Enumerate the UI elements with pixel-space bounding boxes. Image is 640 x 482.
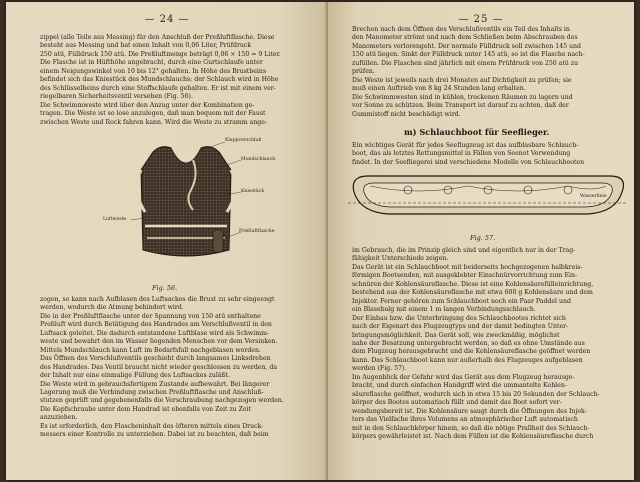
text-line: des Handrades. Das Ventil braucht nicht wieder geschlossen zu werden, da xyxy=(40,363,278,371)
text-line: Das Gerät ist ein Schlauchboot mit beiderseits hochgezogenen halbkreis- xyxy=(352,263,583,271)
text-line: riegelbaren Sicherheitsventil versehen (Fig. 56). xyxy=(40,93,193,101)
text-line: Manometers verlorengeht. Der normale Fülldruck soll zwischen 145 und xyxy=(352,42,581,50)
text-line: fähigkeit Unterschiede zeigen. xyxy=(352,255,449,263)
left-page xyxy=(6,2,328,480)
right-text-top xyxy=(352,26,624,119)
text-line: werden (Fig. 57). xyxy=(352,365,407,373)
left-text-top xyxy=(40,34,312,127)
text-line: zogen, so kann nach Aufblasen des Luftsackes die Brust zu sehr eingeengt xyxy=(40,296,275,303)
label-luftweste: Luftweste xyxy=(103,217,127,222)
text-line: 250 atü, Fülldruck 150 atü. Die Preßluftmenge beträgt 0,06 × 150 = 9 Liter. xyxy=(40,50,281,58)
label-klappverschluss: Klappverschluß xyxy=(225,138,262,143)
right-text-mid xyxy=(352,142,624,167)
figure-56-caption: Fig. 56. xyxy=(152,284,178,292)
text-line: wendungsbereit ist. Die Kohlensäure saugt durch die Öffnungen des Injek- xyxy=(352,407,587,415)
label-kniestueck: Kniestück xyxy=(241,189,265,194)
text-line: Die in der Preßluftflasche unter der Spannung von 150 atü enthaltene xyxy=(40,312,261,320)
text-line: den Manometer strömt und nach dem Schließen beim Abschrauben des xyxy=(352,34,578,42)
figure-56 xyxy=(101,130,276,280)
life-vest-illustration xyxy=(101,130,271,280)
text-line: kann. Das Schlauchboot kann nur außerhalb des Flugzeuges aufgeblasen xyxy=(352,356,583,364)
text-line: zwischen Weste und Rock fahren kann. Wird die Weste zu stramm ange- xyxy=(40,118,268,126)
text-line: Die Weste ist jeweils nach drei Monaten auf Dichtigkeit zu prüfen; sie xyxy=(352,76,572,84)
text-line: tors das Vielfache ihres Volumens an atmosphärischer Luft automatisch xyxy=(352,416,578,424)
figure-57 xyxy=(348,170,628,230)
label-wasserlinie: Wasserlinie xyxy=(580,194,607,199)
text-line: Luftsack geleitet. Die dadurch entstandene Luftblase wird als Schwimm- xyxy=(40,329,270,337)
text-line: 150 atü liegen. Sinkt der Fülldruck unter 145 atü, so ist die Flasche nach- xyxy=(352,51,585,59)
text-line: tragen. Die Weste ist so lose anzulegen, daß man bequem mit der Faust xyxy=(40,110,266,118)
text-line: boot, das als letztes Rettungsmittel in Fällen von Seenot Verwendung xyxy=(352,150,571,158)
label-pressluftflasche: Preßluftflasche xyxy=(239,229,275,234)
text-line: Injektor. Ferner gehören zum Schlauchboot noch ein Paar Paddel und xyxy=(352,297,571,305)
text-line: Lagerung muß die Verbindung zwischen Preßluftflasche und Anschluß- xyxy=(40,388,264,396)
text-line: ein Blasebalg mit einem 1 m langen Verbindungsschlauch. xyxy=(352,306,536,314)
book-spread xyxy=(6,2,634,480)
text-line: förmigen Bootsenden, mit ausgeklebter Einschnürvorrichtung zum Ein- xyxy=(352,272,578,280)
label-mundschlauch: Mundschlauch xyxy=(241,157,276,162)
figure-57-caption: Fig. 57. xyxy=(470,234,496,242)
text-line: werden, wodurch die Atmung behindert wird. xyxy=(40,304,184,312)
text-line: Es ist erforderlich, den Flascheninhalt des öfteren mittels eines Druck- xyxy=(40,422,264,430)
text-line: zufüllen. Die Flaschen sind jährlich mit einem Prüfdruck von 250 atü zu xyxy=(352,59,579,67)
text-line: im Gebrauch, die im Prinzip gleich sind und eigentlich nur in der Trag- xyxy=(352,247,576,254)
text-line: Die Weste wird in gebrauchsfertigem Zustande aufbewahrt. Bei längerer xyxy=(40,380,270,388)
text-line: bracht, und durch einfachen Handgriff wird die ummantelte Kohlen- xyxy=(352,382,567,390)
text-line: Die Flasche ist in Hüfthöhe angebracht, durch eine Gurtschlaufe unter xyxy=(40,59,263,67)
boat-illustration xyxy=(348,170,628,230)
right-text-bottom xyxy=(352,247,624,441)
right-page xyxy=(328,2,634,480)
text-line: dem Flugzeug herausgebracht und die Kohlensäureflasche geöffnet werden xyxy=(352,348,591,356)
text-line: messers einer Kontrolle zu unterziehen. Dabei ist zu beachten, daß beim xyxy=(40,431,269,439)
text-line: Die Kopfschraube unter dem Handrad ist ebenfalls von Zeit zu Zeit xyxy=(40,405,252,413)
text-line: besteht aus Messing und hat einen Inhalt von 0,06 Liter, Prüfdruck xyxy=(40,42,252,50)
text-line: bestehend aus der Kohlensäureflasche mit etwa 600 g Kohlensäure und dem xyxy=(352,289,593,297)
text-line: Das Öffnen des Verschlußventils geschieht durch langsames Linksdrehen xyxy=(40,355,271,363)
text-line: körpers gewährleistet ist. Nach dem Füllen ist die Kohlensäureflasche durch xyxy=(352,432,594,440)
text-line: Brechen nach dem Öffnen des Verschlußventils ein Teil des Inhalts in xyxy=(352,26,570,33)
left-text-bottom xyxy=(40,296,312,440)
text-line: Preßluft wird durch Betätigung des Handrades am Verschlußventil in den xyxy=(40,321,272,329)
text-line: nahe der Besatzung untergebracht werden, so daß es ohne Umstände aus xyxy=(352,339,585,347)
text-line: körper des Bootes automatisch füllt und damit das Boot sofort ver- xyxy=(352,399,562,407)
text-line: der Inhalt nur eine einmalige Füllung des Luftsackes zuläßt. xyxy=(40,372,231,380)
page-number-left: — 24 — xyxy=(144,14,190,25)
text-line: bringungsmöglichkeit. Das Gerät soll, wie zweckmäßig, möglichst xyxy=(352,331,560,339)
text-line: vor Sonne zu schützen. Beim Transport ist darauf zu achten, daß der xyxy=(352,102,569,110)
text-line: des Schlüsselbeins durch eine Stoffschlaufe gehalten. Er ist mit einem ver- xyxy=(40,84,276,92)
text-line: Mittels Mundschlauch kann Luft im Bedarfsfall nachgeblasen werden. xyxy=(40,346,261,354)
text-line: anzuziehen. xyxy=(40,414,78,422)
text-line: Der Einbau bzw. die Unterbringung des Schlauchbootes richtet sich xyxy=(352,314,566,322)
text-line: befindet sich das Kniestück des Mundschlauchs; der Schlauch wird in Höhe xyxy=(40,76,279,84)
text-line: Gummistoff nicht beschädigt wird. xyxy=(352,110,461,118)
text-line: stutzen geprüft und gegebenenfalls die Verschraubung nachgezogen werden. xyxy=(40,397,284,405)
text-line: findet. In der Seefliegerei sind verschiedene Modelle von Schlauchbooten xyxy=(352,158,585,166)
section-heading: m) Schlauchboot für Seeflieger. xyxy=(404,127,550,137)
text-line: Die Schwimmwesten sind in kühlen, trockenen Räumen zu lagern und xyxy=(352,93,573,101)
text-line: einem Neigungswinkel von 10 bis 12° gehalten. In Höhe des Brustbeins xyxy=(40,67,267,75)
page-number-right: — 25 — xyxy=(458,14,504,25)
text-line: mit in den Schlauchkörper hinein, so daß die nötige Prallheit des Schlauch- xyxy=(352,424,590,432)
text-line: schnüren der Kohlensäureflasche. Diese ist eine Kohlensäurefülleinrichtung, xyxy=(352,280,594,288)
text-line: Ein wichtiges Gerät für jedes Seeflugzeug ist das aufblasbare Schlauch- xyxy=(352,142,579,149)
text-line: weste und bewahrt den im Wasser liegenden Menschen vor dem Versinken. xyxy=(40,338,278,346)
text-line: säureflasche geöffnet, wodurch sich in etwa 15 bis 20 Sekunden der Schlauch- xyxy=(352,390,600,398)
text-line: Die Schwimmweste wird über den Anzug unter der Kombination ge- xyxy=(40,101,255,109)
text-line: prüfen. xyxy=(352,68,375,76)
text-line: zippel (alle Teile aus Messing) für den Anschluß der Preßluftflasche. Diese xyxy=(40,34,275,41)
text-line: muß einen Auftrieb von 8 kg 24 Stunden lang erhalten. xyxy=(352,85,526,93)
text-line: nach der Eigenart des Flugzeugtyps und der damit bedingten Unter- xyxy=(352,323,569,331)
text-line: Im Augenblick der Gefahr wird das Gerät aus dem Flugzeug herausge- xyxy=(352,373,575,381)
